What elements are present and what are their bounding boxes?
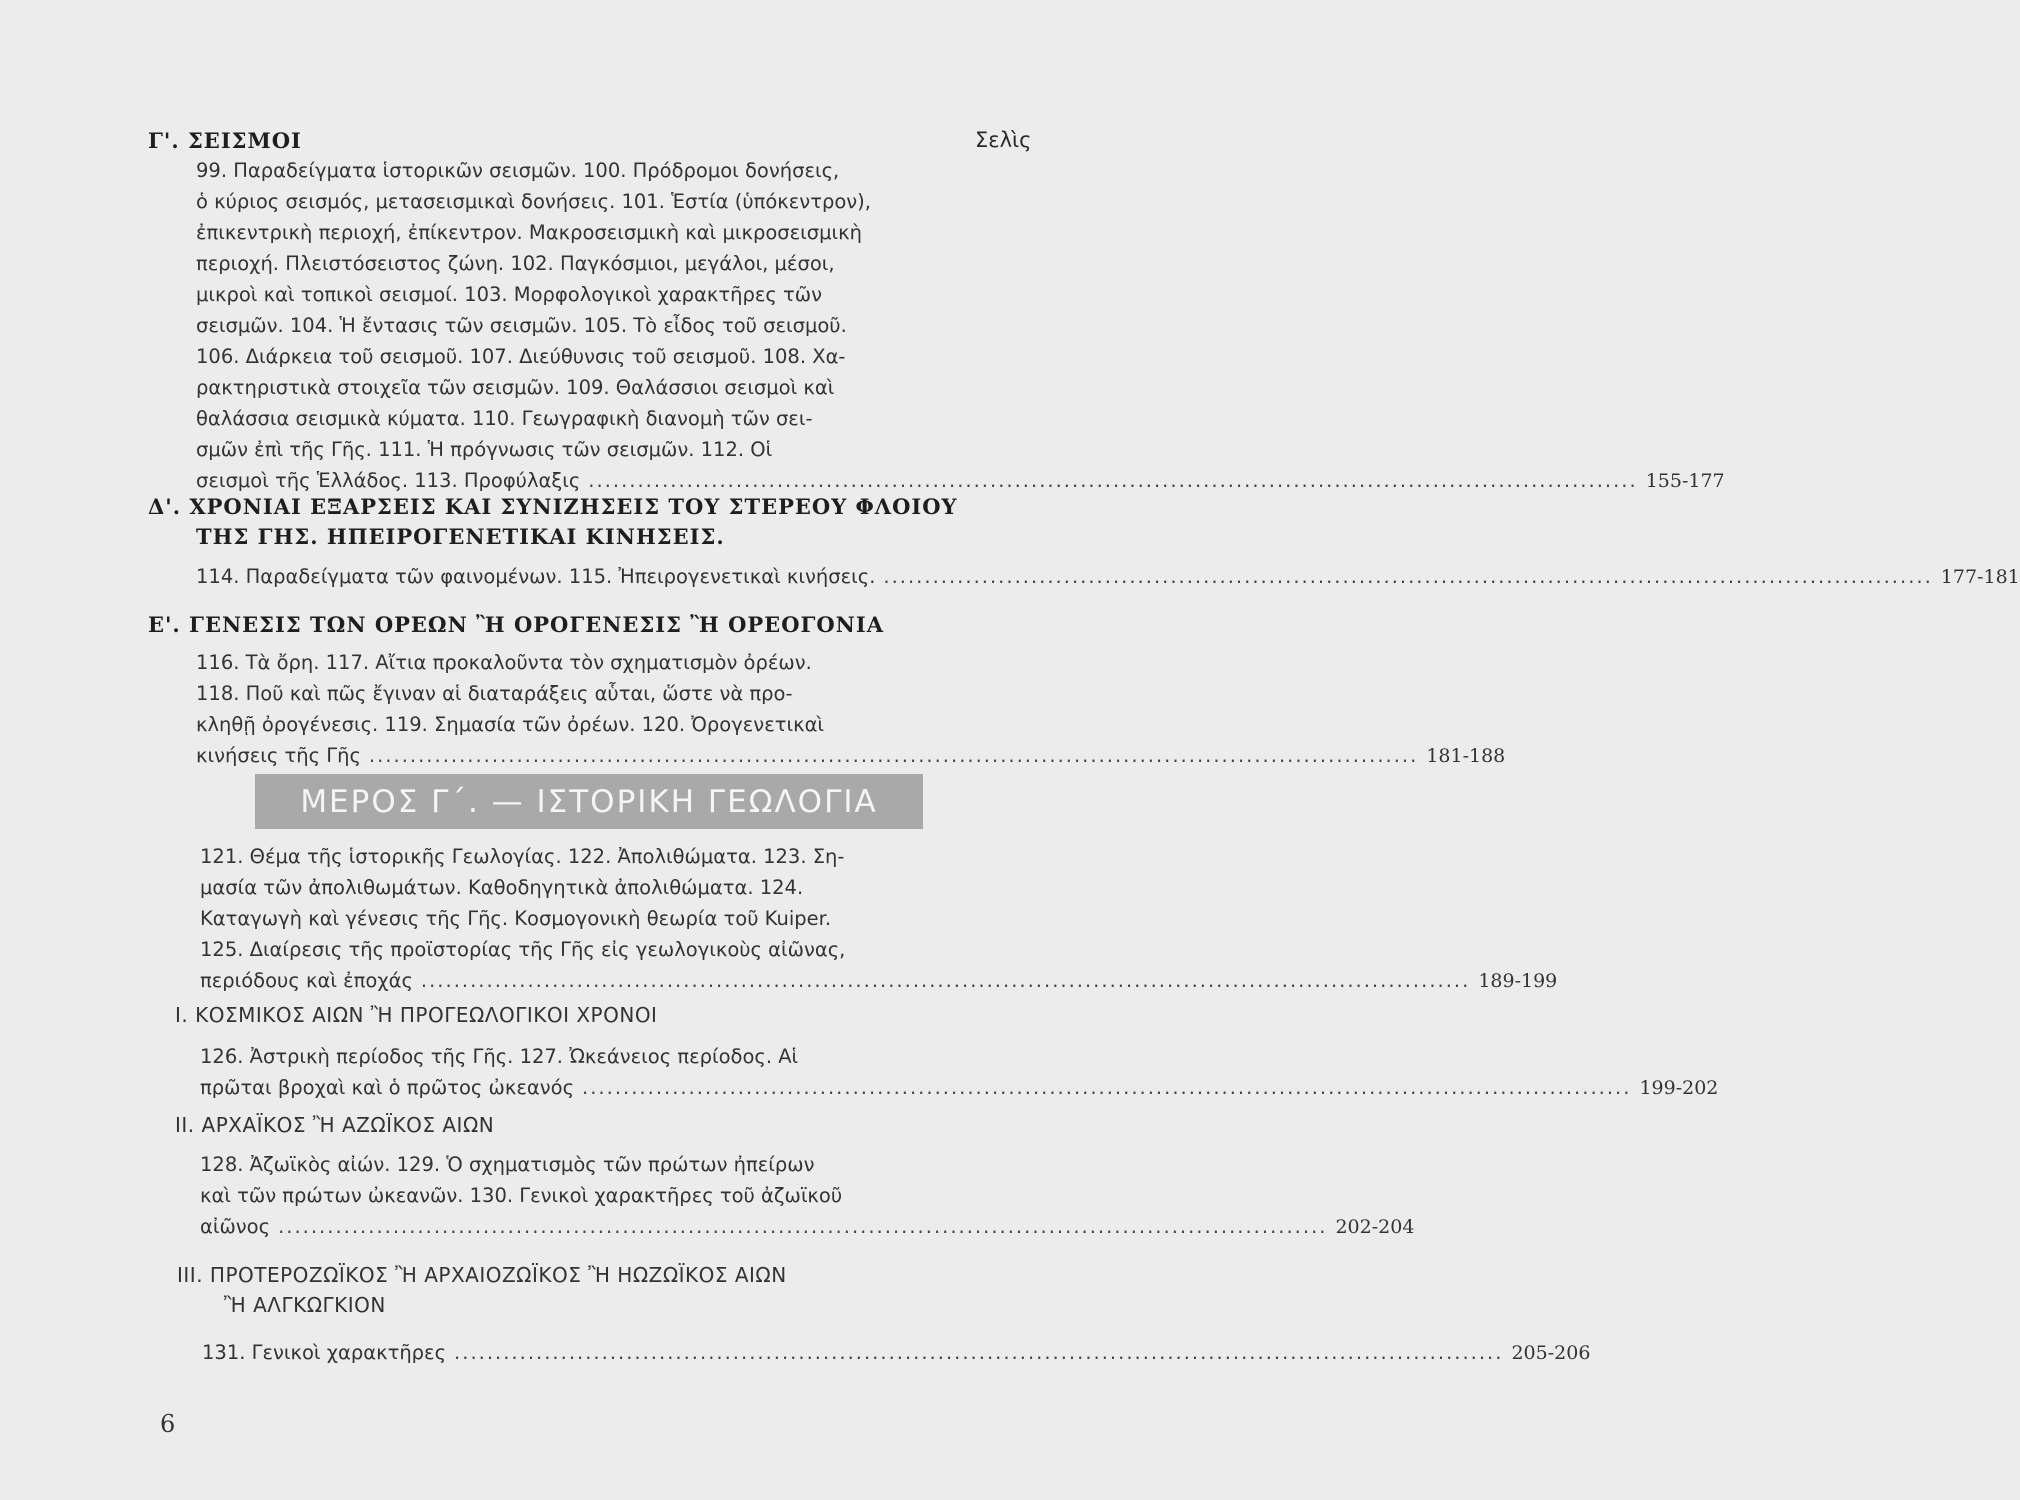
section-d-body (196, 561, 2020, 593)
eon1-title: I. ΚΟΣΜΙΚΟΣ ΑΙΩΝ Ἢ ΠΡΟΓΕΩΛΟΓΙΚΟΙ ΧΡΟΝΟΙ (175, 1003, 658, 1027)
text-line: 121. Θέμα τῆς ἱστορικῆς Γεωλογίας. 122. Ἀπολιθώματα. 123. Ση- (200, 845, 845, 868)
entry-text: αἰῶνος (200, 1215, 271, 1238)
entry-text: κινήσεις τῆς Γῆς (196, 744, 361, 767)
text-line: 99. Παραδείγματα ἱστορικῶν σεισμῶν. 100. Πρόδρομοι δονήσεις, (196, 159, 840, 182)
page-range: 155-177 (1645, 470, 1725, 492)
text-line: ἐπικεντρικὴ περιοχή, ἐπίκεντρον. Μακροσεισμικὴ καὶ μικροσεισμικὴ (196, 221, 862, 244)
text-line: ρακτηριστικὰ στοιχεῖα τῶν σεισμῶν. 109. Θαλάσσιοι σεισμοὶ καὶ (196, 376, 835, 399)
dot-leader: ................................................................................................................................ (368, 744, 1419, 767)
text-line: Καταγωγὴ καὶ γένεσις τῆς Γῆς. Κοσμογονικὴ θεωρία τοῦ Kuiper. (200, 907, 832, 930)
dot-leader: ................................................................................................................................ (420, 969, 1471, 992)
section-g-body (196, 155, 1725, 497)
dot-leader: ................................................................................................................................ (588, 469, 1638, 492)
text-line: περιοχή. Πλειστόσειστος ζώνη. 102. Παγκόσμιοι, μεγάλοι, μέσοι, (196, 252, 835, 275)
entry-text: περιόδους καὶ ἐποχάς (200, 969, 413, 992)
page-column-label: Σελὶς (975, 128, 1032, 152)
entry-text: 131. Γενικοὶ χαρακτῆρες (202, 1341, 447, 1364)
dot-leader: ................................................................................................................................ (454, 1341, 1504, 1364)
text-line: σμῶν ἐπὶ τῆς Γῆς. 111. Ἡ πρόγνωσις τῶν σεισμῶν. 112. Οἱ (196, 438, 773, 461)
entry-text: σεισμοὶ τῆς Ἑλλάδος. 113. Προφύλαξις (196, 469, 581, 492)
toc-entry-line (200, 1211, 1415, 1243)
section-g-heading: Γ'. ΣΕΙΣΜΟΙ (148, 128, 302, 153)
text-line: 128. Ἀζωϊκὸς αἰών. 129. Ὁ σχηματισμὸς τῶν πρώτων ἠπείρων (200, 1153, 815, 1176)
part-banner: ΜΕΡΟΣ Γ΄. — ΙΣΤΟΡΙΚΗ ΓΕΩΛΟΓΙΑ (255, 774, 923, 829)
section-e-heading: Ε'. ΓΕΝΕΣΙΣ ΤΩΝ ΟΡΕΩΝ Ἢ ΟΡΟΓΕΝΕΣΙΣ Ἢ ΟΡΕΟΓΟΝΙΑ (148, 612, 884, 637)
toc-entry-line (200, 965, 1558, 997)
page-range: 205-206 (1511, 1342, 1591, 1364)
text-line: ὁ κύριος σεισμός, μετασεισμικαὶ δονήσεις. 101. Ἑστία (ὑπόκεντρον), (196, 190, 871, 213)
page-range: 202-204 (1335, 1216, 1415, 1238)
text-line: καὶ τῶν πρώτων ὠκεανῶν. 130. Γενικοὶ χαρακτῆρες τοῦ ἀζωϊκοῦ (200, 1184, 843, 1207)
text-line: κληθῇ ὀρογένεσις. 119. Σημασία τῶν ὀρέων. 120. Ὀρογενετικαὶ (196, 713, 825, 736)
intro-body (200, 841, 1558, 997)
dot-leader: ................................................................................................................................ (582, 1076, 1632, 1099)
page-range: 177-181 (1940, 566, 2020, 588)
eon3-title-line2: Ἢ ΑΛΓΚΩΓΚΙΟΝ (224, 1293, 386, 1317)
section-e-body (196, 647, 1506, 772)
toc-entry-line (196, 740, 1506, 772)
eon3-title-line1: III. ΠΡΟΤΕΡΟΖΩΪΚΟΣ Ἢ ΑΡΧΑΙΟΖΩΪΚΟΣ Ἢ ΗΩΖΩΪΚΟΣ ΑΙΩΝ (177, 1263, 787, 1287)
entry-text: πρῶται βροχαὶ καὶ ὁ πρῶτος ὠκεανός (200, 1076, 575, 1099)
dot-leader: ................................................................................................................................ (883, 565, 1933, 588)
eon1-body (200, 1041, 1719, 1104)
page-range: 199-202 (1639, 1077, 1719, 1099)
text-line: 106. Διάρκεια τοῦ σεισμοῦ. 107. Διεύθυνσις τοῦ σεισμοῦ. 108. Χα- (196, 345, 846, 368)
dot-leader: ................................................................................................................................ (278, 1215, 1328, 1238)
eon2-body (200, 1149, 1415, 1243)
toc-entry-line (196, 465, 1725, 497)
toc-entry-line (196, 561, 2020, 593)
text-line: 116. Τὰ ὄρη. 117. Αἴτια προκαλοῦντα τὸν σχηματισμὸν ὀρέων. (196, 651, 812, 674)
page-range: 181-188 (1426, 745, 1506, 767)
page-number: 6 (160, 1410, 176, 1438)
eon3-body (202, 1337, 1591, 1369)
toc-entry-line (202, 1337, 1591, 1369)
text-line: μασία τῶν ἀπολιθωμάτων. Καθοδηγητικὰ ἀπολιθώματα. 124. (200, 876, 804, 899)
entry-text: 114. Παραδείγματα τῶν φαινομένων. 115. Ἠπειρογενετικαὶ κινήσεις. (196, 565, 876, 588)
text-line: μικροὶ καὶ τοπικοὶ σεισμοί. 103. Μορφολογικοὶ χαρακτῆρες τῶν (196, 283, 822, 306)
section-d-heading-line1: Δ'. ΧΡΟΝΙΑΙ ΕΞΑΡΣΕΙΣ ΚΑΙ ΣΥΝΙΖΗΣΕΙΣ ΤΟΥ ΣΤΕΡΕΟΥ ΦΛΟΙΟΥ (148, 494, 958, 519)
eon2-title: II. ΑΡΧΑΪΚΟΣ Ἢ ΑΖΩΪΚΟΣ ΑΙΩΝ (175, 1113, 495, 1137)
page-range: 189-199 (1478, 970, 1558, 992)
text-line: 118. Ποῦ καὶ πῶς ἔγιναν αἱ διαταράξεις αὗται, ὥστε νὰ προ- (196, 682, 793, 705)
toc-entry-line (200, 1072, 1719, 1104)
text-line: 126. Ἀστρικὴ περίοδος τῆς Γῆς. 127. Ὠκεάνειος περίοδος. Αἱ (200, 1045, 799, 1068)
text-line: σεισμῶν. 104. Ἡ ἔντασις τῶν σεισμῶν. 105. Τὸ εἶδος τοῦ σεισμοῦ. (196, 314, 847, 337)
text-line: 125. Διαίρεσις τῆς προϊστορίας τῆς Γῆς εἰς γεωλογικοὺς αἰῶνας, (200, 938, 846, 961)
section-d-heading-line2: ΤΗΣ ΓΗΣ. ΗΠΕΙΡΟΓΕΝΕΤΙΚΑΙ ΚΙΝΗΣΕΙΣ. (196, 524, 725, 549)
text-line: θαλάσσια σεισμικὰ κύματα. 110. Γεωγραφικὴ διανομὴ τῶν σει- (196, 407, 813, 430)
